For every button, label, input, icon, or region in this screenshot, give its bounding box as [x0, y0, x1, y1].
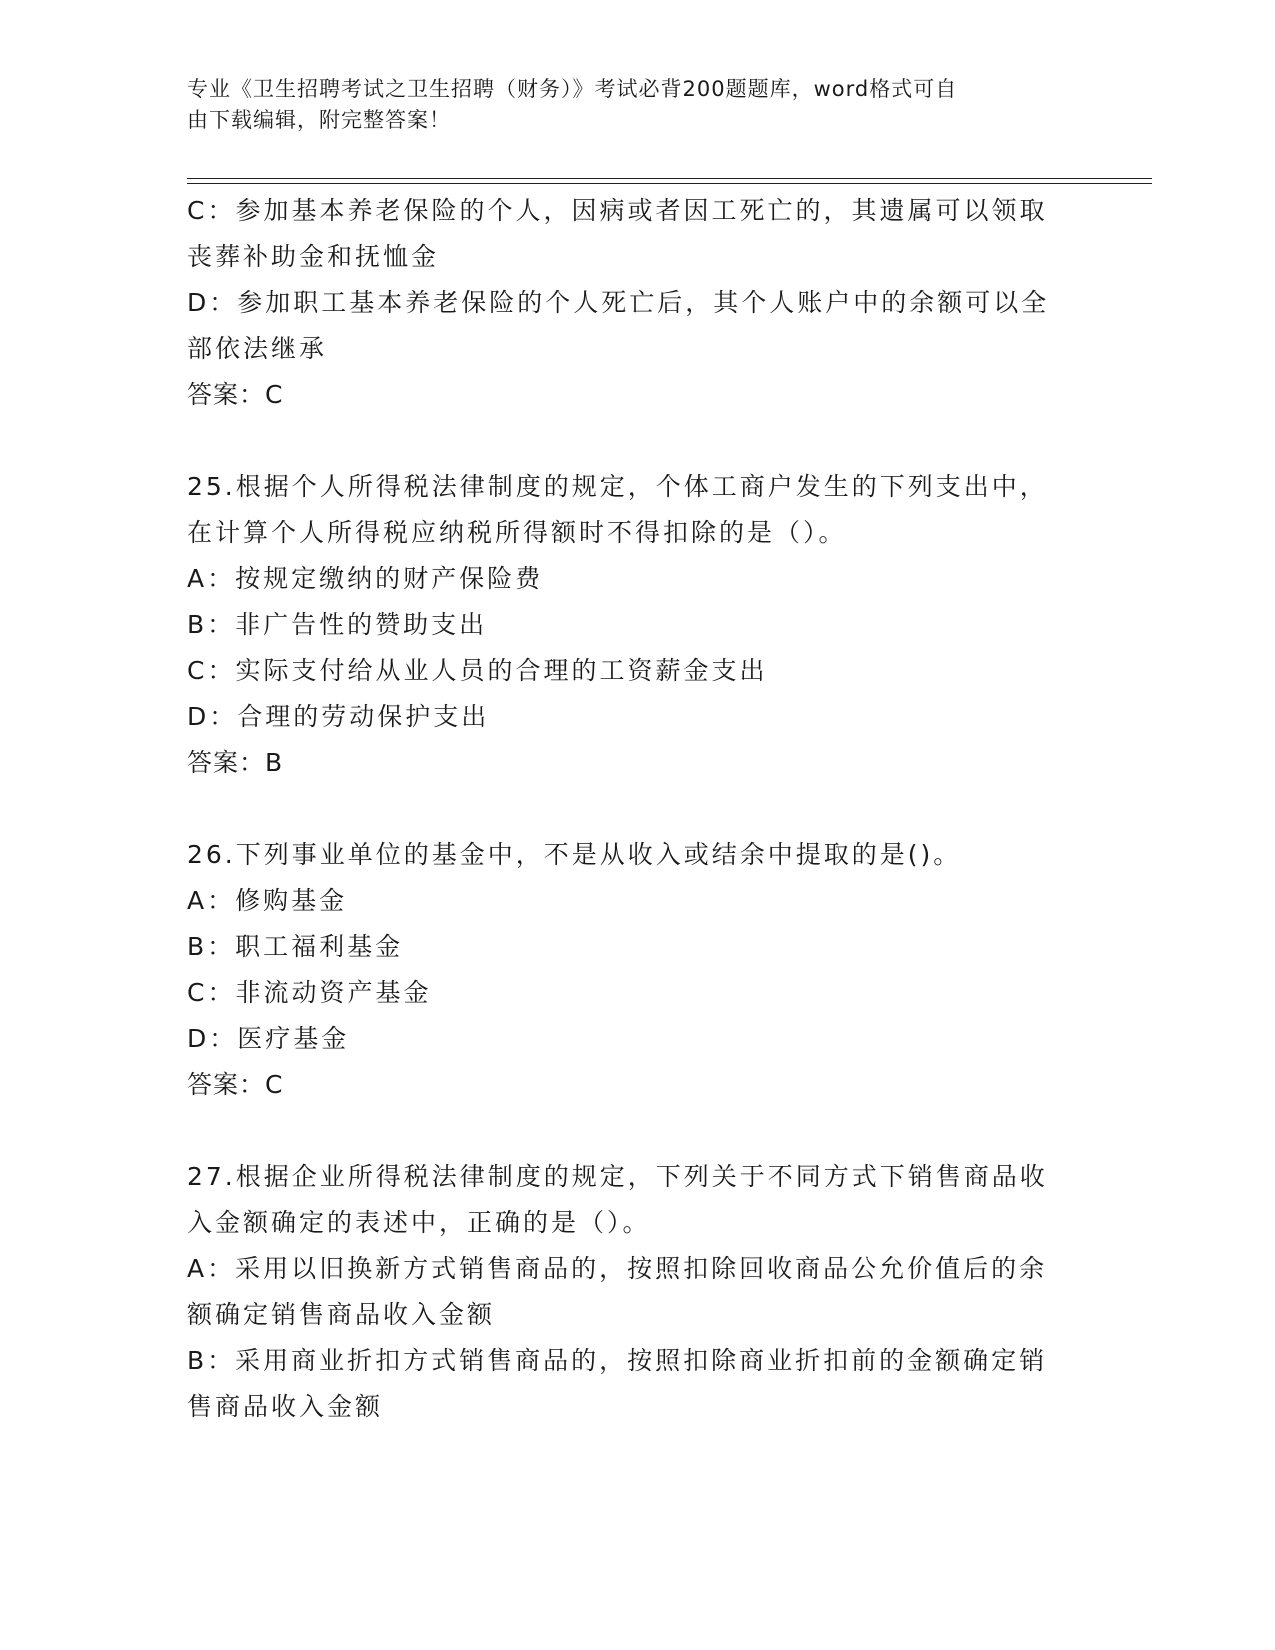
answer-25: 答案：B — [187, 748, 284, 777]
question-25-option-d: D：合理的劳动保护支出 — [187, 702, 490, 731]
question-25-option-b: B：非广告性的赞助支出 — [187, 610, 488, 639]
answer-26: 答案：C — [187, 1070, 284, 1099]
question-24-continued — [187, 188, 1087, 418]
document-header — [187, 74, 1087, 136]
question-27-option-a-line-1: A：采用以旧换新方式销售商品的，按照扣除回收商品公允价值后的余 — [187, 1254, 1048, 1283]
question-27-stem-line-2: 入金额确定的表述中，正确的是（）。 — [187, 1208, 651, 1237]
header-title-line-1: 专业《卫生招聘考试之卫生招聘（财务）》考试必背200题题库，word格式可自 — [187, 77, 958, 101]
question-25-stem-line-2: 在计算个人所得税应纳税所得额时不得扣除的是（）。 — [187, 518, 847, 547]
question-25-stem-line-1: 25.根据个人所得税法律制度的规定，个体工商户发生的下列支出中， — [187, 472, 1048, 501]
header-divider — [187, 178, 1152, 184]
question-26-stem-line-1: 26.下列事业单位的基金中，不是从收入或结余中提取的是()。 — [187, 840, 962, 869]
option-c-line-2: 丧葬补助金和抚恤金 — [187, 242, 440, 271]
question-26-option-d: D：医疗基金 — [187, 1024, 350, 1053]
answer-24: 答案：C — [187, 380, 284, 409]
question-25 — [187, 464, 1087, 786]
header-title-line-2: 由下载编辑，附完整答案！ — [187, 108, 451, 132]
question-25-option-a: A：按规定缴纳的财产保险费 — [187, 564, 544, 593]
question-27-option-b-line-2: 售商品收入金额 — [187, 1392, 384, 1421]
option-d-line-1: D：参加职工基本养老保险的个人死亡后，其个人账户中的余额可以全 — [187, 288, 1050, 317]
question-26-option-b: B：职工福利基金 — [187, 932, 404, 961]
question-27-stem-line-1: 27.根据企业所得税法律制度的规定，下列关于不同方式下销售商品收 — [187, 1162, 1048, 1191]
question-27 — [187, 1154, 1087, 1430]
question-26-option-a: A：修购基金 — [187, 886, 348, 915]
question-26 — [187, 832, 1087, 1108]
question-27-option-a-line-2: 额确定销售商品收入金额 — [187, 1300, 496, 1329]
option-d-line-2: 部依法继承 — [187, 334, 328, 363]
question-26-option-c: C：非流动资产基金 — [187, 978, 432, 1007]
question-27-option-b-line-1: B：采用商业折扣方式销售商品的，按照扣除商业折扣前的金额确定销 — [187, 1346, 1048, 1375]
option-c-line-1: C：参加基本养老保险的个人，因病或者因工死亡的，其遗属可以领取 — [187, 196, 1048, 225]
document-body — [187, 188, 1087, 1430]
question-25-option-c: C：实际支付给从业人员的合理的工资薪金支出 — [187, 656, 768, 685]
